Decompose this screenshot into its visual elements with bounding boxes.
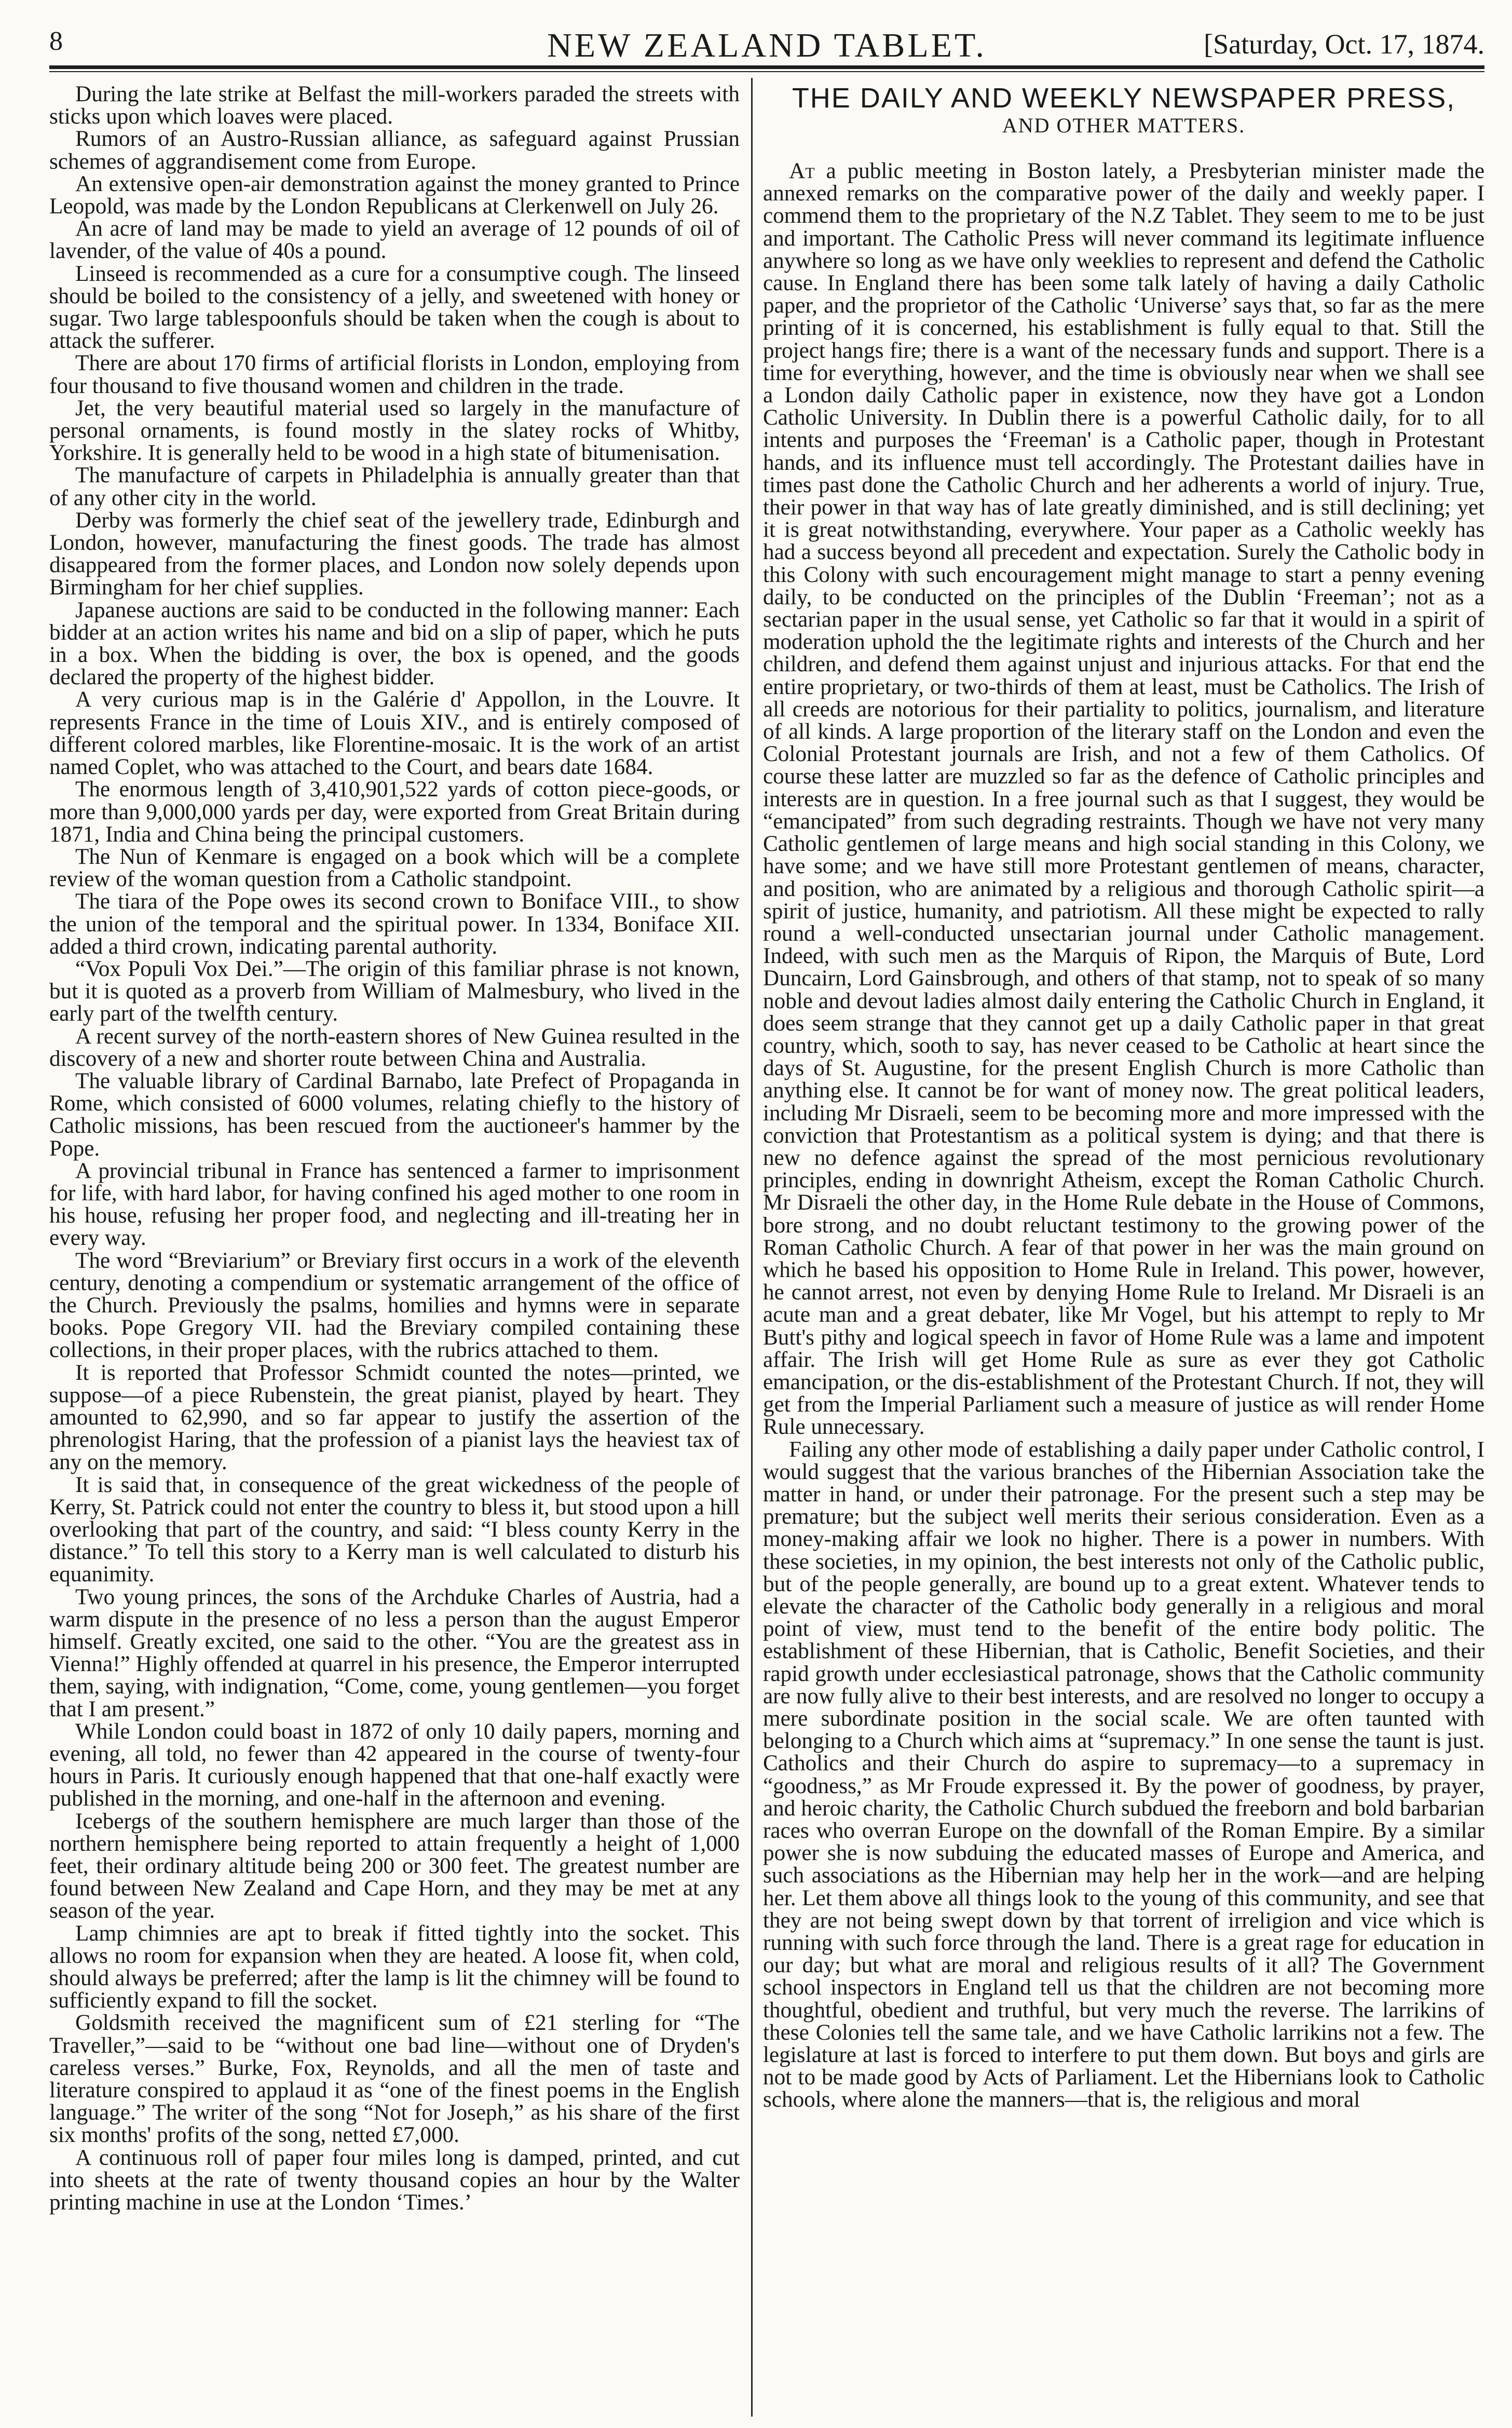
- right-column: [763, 83, 1484, 2422]
- news-item: Lamp chimnies are apt to break if fitted tightly into the socket. This allows no room for expansion when they are heated. A loose fit, when cold, should always be preferred; after the lamp is lit the chimney will be found to sufficiently expand to fill the socket.: [49, 1921, 740, 2013]
- news-item: Japanese auctions are said to be conducted in the following manner: Each bidder at an action writes his name and bid on a slip of paper, which he puts in a box. When the bidding is over, the box is opened, and the goods declared the property of the highest bidder.: [49, 598, 740, 690]
- header-rule-thin: [49, 71, 1484, 72]
- column-divider: [751, 78, 753, 2417]
- news-item: It is said that, in consequence of the great wickedness of the people of Kerry, St. Patrick could not enter the country to bless it, but stood upon a hill overlooking that part of the country, and said: “I bless county Kerry in the distance.” To tell this story to a Kerry man is well calculated to disturb his equanimity.: [49, 1472, 740, 1587]
- news-item: The tiara of the Pope owes its second crown to Boniface VIII., to show the union of the temporal and the spiritual power. In 1334, Boniface XII. added a third crown, indicating parental authority.: [49, 889, 740, 959]
- news-item: Jet, the very beautiful material used so largely in the manufacture of personal ornaments, is found mostly in the slatey rocks of Whitby, Yorkshire. It is generally held to be wood in a high state of bitumenisation.: [49, 396, 740, 466]
- news-item: A provincial tribunal in France has sentenced a farmer to imprisonment for life, with hard labor, for having confined his aged mother to one room in his house, refusing her proper food, and neglecting and ill-treating her in every way.: [49, 1158, 740, 1251]
- news-item: Linseed is recommended as a cure for a consumptive cough. The linseed should be boiled to the consistency of a jelly, and sweetened with honey or sugar. Two large tablespoonfuls should be taken when the cough is about to attack the sufferer.: [49, 261, 740, 354]
- news-item: A continuous roll of paper four miles long is damped, printed, and cut into sheets at the rate of twenty thousand copies an hour by the Walter printing machine in use at the London ‘Times.’: [49, 2145, 740, 2215]
- news-item: “Vox Populi Vox Dei.”—The origin of this familiar phrase is not known, but it is quoted as a proverb from William of Malmesbury, who lived in the early part of the twelfth century.: [49, 956, 740, 1026]
- article-paragraph: [763, 160, 1484, 1439]
- news-item: A recent survey of the north-eastern shores of New Guinea resulted in the discovery of a new and shorter route between China and Australia.: [49, 1024, 740, 1071]
- news-item: During the late strike at Belfast the mill-workers paraded the streets with sticks upon which loaves were placed.: [49, 82, 740, 129]
- news-item: It is reported that Professor Schmidt counted the notes—printed, we suppose—of a piece Rubenstein, the great pianist, played by heart. They amounted to 62,990, and so far appear to justify the assertion of the phrenologist Haring, that the profession of a pianist lays the heaviest tax of any on the memory.: [49, 1360, 740, 1475]
- news-item: The enormous length of 3,410,901,522 yards of cotton piece-goods, or more than 9,000,000 yards per day, were exported from Great Britain during 1871, India and China being the principal customers.: [49, 777, 740, 847]
- issue-date: [Saturday, Oct. 17, 1874.: [1204, 29, 1484, 60]
- article-heading: THE DAILY AND WEEKLY NEWSPAPER PRESS,: [792, 83, 1456, 114]
- header-rule: [49, 65, 1484, 69]
- news-item: Derby was formerly the chief seat of the jewellery trade, Edinburgh and London, however, manufacturing the finest goods. The trade has almost disappeared from the former places, and London now solely depends upon Birmingham for her chief supplies.: [49, 508, 740, 600]
- publication-title: NEW ZEALAND TABLET.: [547, 26, 987, 64]
- lead-word: At: [789, 159, 815, 183]
- news-item: Rumors of an Austro-Russian alliance, as safeguard against Prussian schemes of aggrandisement come from Europe.: [49, 127, 740, 174]
- news-item: There are about 170 firms of artificial florists in London, employing from four thousand to five thousand women and children in the trade.: [49, 351, 740, 398]
- news-item: Icebergs of the southern hemisphere are much larger than those of the northern hemisphere being reported to attain frequently a height of 1,000 feet, their ordinary altitude being 200 or 300 feet. The greatest number are found between New Zealand and Cape Horn, and they may be met at any season of the year.: [49, 1809, 740, 1923]
- news-item: A very curious map is in the Galérie d' Appollon, in the Louvre. It represents France in the time of Louis XIV., and is entirely composed of different colored marbles, like Florentine-mosaic. It is the work of an artist named Coplet, who was attached to the Court, and bears date 1684.: [49, 687, 740, 780]
- news-item: Two young princes, the sons of the Archduke Charles of Austria, had a warm dispute in the presence of no less a person than the august Emperor himself. Greatly excited, one said to the other. “You are the greatest ass in Vienna!” Highly offended at quarrel in his presence, the Emperor interrupted them, saying, with indignation, “Come, come, young gentlemen—you forget that I am present.”: [49, 1584, 740, 1721]
- article-paragraph: Failing any other mode of establishing a daily paper under Catholic control, I would suggest that the various branches of the Hibernian Association take the matter in hand, or under their patronage. For the present such a step may be premature; but the subject well merits their serious consideration. Even as a money-making affair we look no higher. There is a power in numbers. With these societies, in my opinion, the best interests not only of the Catholic public, but of the people generally, are bound up to a great extent. Whatever tends to elevate the character of the Catholic body generally in a religious and moral point of view, must tend to the benefit of the entire body politic. The establishment of these Hibernian, that is Catholic, Benefit Societies, and their rapid growth under ecclesiastical patronage, shows that the Catholic community are now fully alive to their best interests, and are resolved no longer to occupy a mere subordinate position in the social scale. We are often taunted with belonging to a Church which aims at “supremacy.” In one sense the taunt is just. Catholics and their Church do aspire to supremacy—to a supremacy in “goodness,” as Mr Froude expressed it. By the power of goodness, by prayer, and heroic charity, the Catholic Church subdued the freeborn and bold barbarian races who overran Europe on the downfall of the Roman Empire. By a similar power she is now subduing the educated masses of Europe and America, and such associations as the Hibernian may help her in the work—and are helping her. Let them above all things look to the young of this community, and see that they are not being swept down by that torrent of irreligion and vice which is running with such force through the land. There is a great rage for education in our day; but what are moral and religious results of it all? The Government school inspectors in England tell us that the children are not becoming more thoughtful, obedient and truthful, but very much the reverse. The larrikins of these Colonies tell the same tale, and we have Catholic larrikins not a few. The legislature at last is forced to interfere to put them down. But boys and girls are not to be made good by Acts of Parliament. Let the Hibernians look to Catholic schools, where alone the manners—that is, the religious and moral: [763, 1437, 1484, 2112]
- news-item: The manufacture of carpets in Philadelphia is annually greater than that of any other city in the world.: [49, 463, 740, 510]
- article-paragraph-text: a public meeting in Boston lately, a Presbyterian minister made the annexed remarks on the comparative power of the daily and weekly paper. I commend them to the proprietary of the N.Z Tablet. They seem to me to be just and important. The Catholic Press will never command its legitimate influence anywhere so long as we have only weeklies to represent and defend the Catholic cause. In England there has been some talk lately of having a daily Catholic paper, and the proprietor of the Catholic ‘Universe’ says that, so far as the mere printing of it is concerned, his establishment is fully equal to that. Still the project hangs fire; there is a want of the necessary funds and support. There is a time for everything, however, and the time is obviously near when we shall see a London daily Catholic paper in existence, now they have got a London Catholic University. In Dublin there is a powerful Catholic daily, for to all intents and purposes the ‘Freeman' is a Catholic paper, though in Protestant hands, and its influence must tell accordingly. The Protestant dailies have in times past done the Catholic Church and her adherents a world of injury. True, their power in that way has of late greatly diminished, and is still declining; yet it is great notwithstanding, everywhere. Your paper as a Catholic weekly has had a success beyond all precedent and expectation. Surely the Catholic body in this Colony with such encouragement might manage to start a penny evening daily, to be conducted on the principles of the Dublin ‘Freeman’; not as a sectarian paper in the usual sense, yet Catholic so far that it would in a spirit of moderation uphold the the legitimate rights and interests of the Church and her children, and defend them against unjust and injurious attacks. For that end the entire proprietary, or two-thirds of them at least, must be Catholics. The Irish of all creeds are notorious for their partiality to politics, journalism, and literature of all kinds. A large proportion of the literary staff on the London and even the Colonial Protestant journals are Irish, and not a few of them Catholics. Of course these latter are muzzled so far as the defence of Catholic principles and interests are in question. In a free journal such as that I suggest, they would be “emancipated” from such degrading restraints. Though we have not very many Catholic gentlemen of large means and high social standing in this Colony, we have some; and we have still more Protestant gentlemen of means, character, and position, who are animated by a religious and thorough Catholic spirit—a spirit of justice, humanity, and patriotism. All these might be expected to rally round a well-conducted unsectarian journal under Catholic management. Indeed, with such men as the Marquis of Ripon, the Marquis of Bute, Lord Duncairn, Lord Gainsbrough, and others of that stamp, not to speak of so many noble and devout ladies almost daily entering the Catholic Church in England, it does seem strange that they cannot get up a daily Catholic paper in that great country, which, sooth to say, has never ceased to be Catholic at heart since the days of St. Augustine, for the present English Church is more Catholic than anything else. It cannot be for want of money now. The great political leaders, including Mr Disraeli, seem to be becoming more and more impressed with the conviction that Protestantism as a political system is dying; and that there is new no defence against the spread of the most pernicious revolutionary principles, ending in downright Atheism, except the Roman Catholic Church. Mr Disraeli the other day, in the Home Rule debate in the House of Commons, bore strong, and no doubt reluctant testimony to the growing power of the Roman Catholic Church. A fear of that power in her was the main ground on which he based his opposition to Home Rule in Ireland. This power, however, he cannot arrest, not even by denying Home Rule to Ireland. Mr Disraeli is an acute man and a great debater, like Mr Vogel, but his attempt to reply to Mr Butt's pithy and logical speech in favor of Home Rule was a lame and impotent affair. The Irish will get Home Rule as sure as ever they got Catholic emancipation, or the dis-establishment of the Protestant Church. If not, they will get from the Imperial Parliament such a measure of justice as will render Home Rule unnecessary.: [763, 159, 1484, 1440]
- news-item: While London could boast in 1872 of only 10 daily papers, morning and evening, all told, no fewer than 42 appeared in the course of twenty-four hours in Paris. It curiously enough happened that that one-half exactly were published in the morning, and one-half in the afternoon and evening.: [49, 1719, 740, 1811]
- news-item: Goldsmith received the magnificent sum of £21 sterling for “The Traveller,”—said to be “without one bad line—without one of Dryden's careless verses.” Burke, Fox, Reynolds, and all the men of taste and literature conspired to applaud it as “one of the finest poems in the English language.” The writer of the song “Not for Joseph,” as his share of the first six months' profits of the song, netted £7,000.: [49, 2011, 740, 2148]
- news-item: The word “Breviarium” or Breviary first occurs in a work of the eleventh century, denoting a compendium or systematic arrangement of the office of the Church. Previously the psalms, homilies and hymns were in separate books. Pope Gregory VII. had the Breviary compiled containing these collections, in their proper places, with the rubrics attached to them.: [49, 1248, 740, 1363]
- left-column: [49, 83, 740, 2422]
- article-subheading: AND OTHER MATTERS.: [1002, 114, 1246, 137]
- news-item: The valuable library of Cardinal Barnabo, late Prefect of Propaganda in Rome, which consisted of 6000 volumes, relating chiefly to the history of Catholic missions, has been rescued from the auctioneer's hammer by the Pope.: [49, 1068, 740, 1161]
- page-number: 8: [49, 26, 63, 56]
- masthead: [49, 21, 1484, 64]
- news-item: The Nun of Kenmare is engaged on a book which will be a complete review of the woman question from a Catholic standpoint.: [49, 844, 740, 892]
- news-item: An extensive open-air demonstration against the money granted to Prince Leopold, was made by the London Republicans at Clerkenwell on July 26.: [49, 171, 740, 219]
- news-item: An acre of land may be made to yield an average of 12 pounds of oil of lavender, of the value of 40s a pound.: [49, 216, 740, 264]
